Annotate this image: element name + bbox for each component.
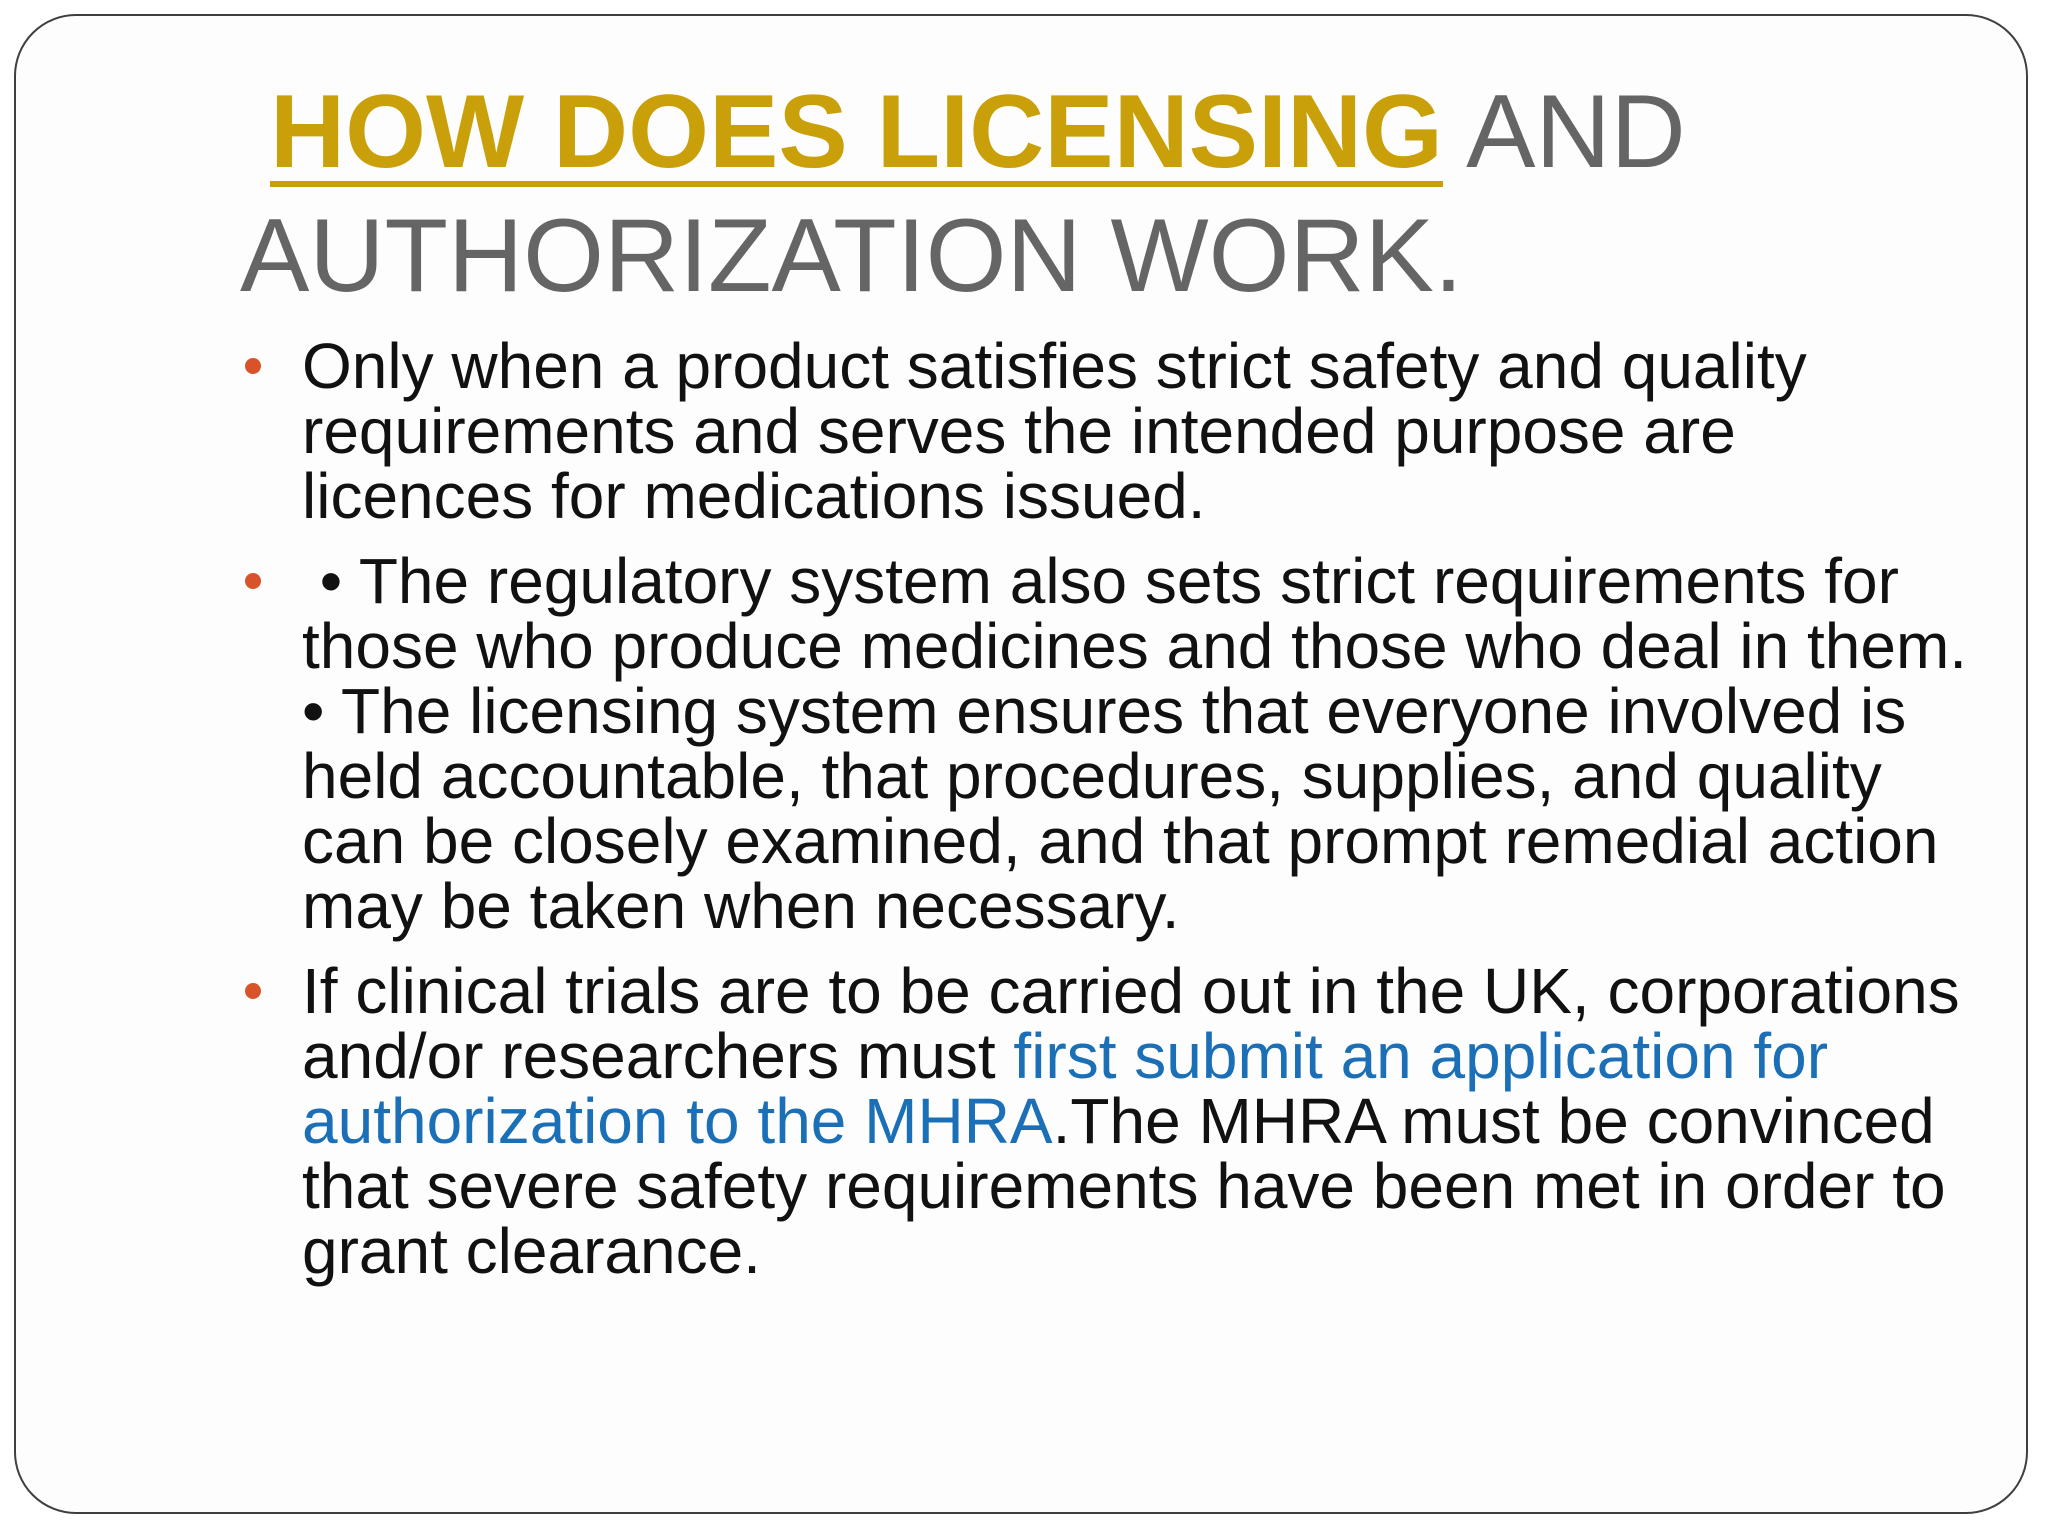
- bullet-dot-icon: [245, 983, 261, 999]
- bullet-list: [242, 330, 1985, 1304]
- bullet-text: If clinical trials are to be carried out in the UK, corporations and/or researchers must: [302, 955, 1960, 1092]
- bullet-text-after: .The MHRA must be convinced that severe safety requirements have been met in order to grant clearance.: [302, 1085, 1946, 1287]
- slide-title: [240, 70, 1940, 318]
- list-item: [242, 545, 1985, 942]
- bullet-text: Only when a product satisfies strict safety and quality requirements and serves the intended purpose are licences for medications issued.: [302, 330, 1807, 532]
- list-item: [242, 330, 1982, 532]
- title-highlight: HOW DOES LICENSING: [270, 74, 1443, 190]
- bullet-text: • The regulatory system also sets strict requirements for those who produce medicines and those who deal in them. • The licensing system ensures that everyone involved is held accountable, that procedures, supplies, and quality can be closely examined, and that prompt remedial action may be taken when necessary.: [302, 545, 1985, 942]
- mhra-application-link[interactable]: first submit an application for authorization to the MHRA: [302, 1020, 1828, 1157]
- bullet-dot-icon: [245, 358, 261, 374]
- list-item: [242, 955, 1982, 1287]
- slide-frame: [14, 14, 2028, 1514]
- title-rest: AND AUTHORIZATION WORK.: [240, 74, 1686, 314]
- bullet-dot-icon: [245, 573, 261, 589]
